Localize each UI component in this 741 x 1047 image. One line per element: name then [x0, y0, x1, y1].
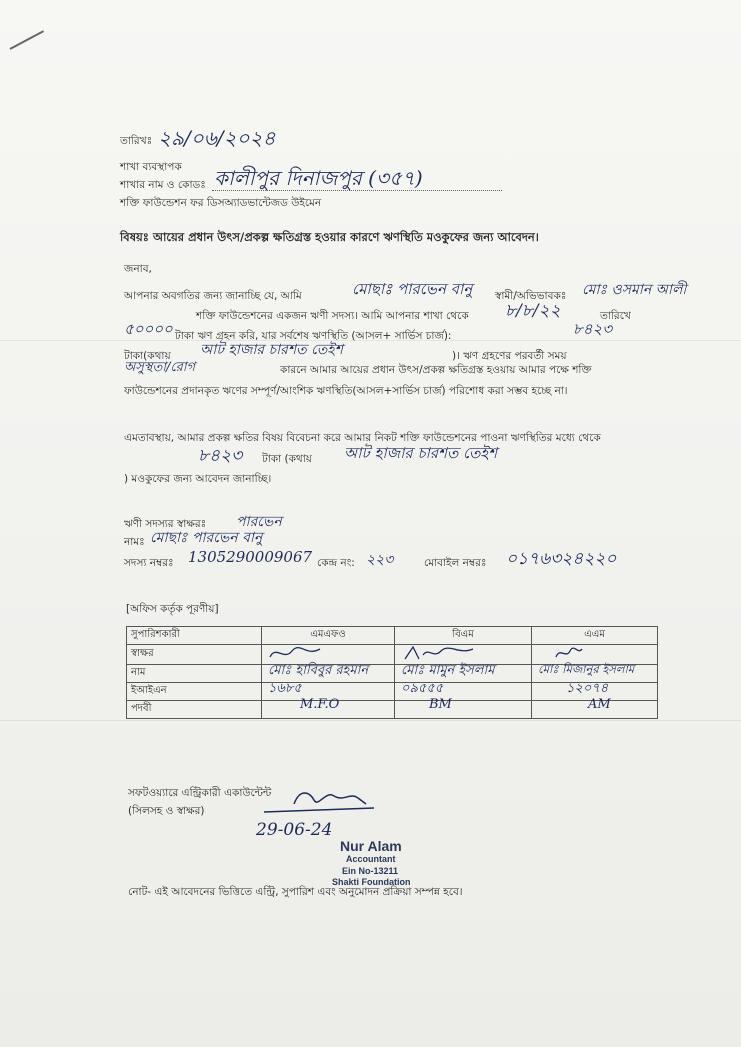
row-label: নাম	[127, 665, 262, 683]
stamp-title: Accountant	[346, 854, 396, 864]
am-signature	[536, 645, 596, 661]
table-header-cell: সুপারিশকারী	[127, 627, 262, 645]
branch-manager: শাখা ব্যবস্থাপক	[120, 161, 182, 173]
p2-amount: ৮৪২৩	[198, 446, 243, 466]
member-signature: পারভেন	[236, 514, 282, 530]
p1-text-a: আপনার অবগতির জন্য জানাচ্ছি যে, আমি	[124, 290, 302, 302]
salutation: জনাব,	[124, 263, 152, 275]
center-label: কেন্দ্র নং:	[317, 557, 355, 569]
mobile-label: মোবাইল নম্বরঃ	[424, 557, 487, 569]
mfo-signature	[266, 645, 326, 661]
table-header-cell: এমএফও	[262, 627, 395, 645]
mfo-title: M.F.O	[300, 697, 340, 712]
name-label: নামঃ	[124, 536, 145, 548]
p1-text-g: )। ঋণ গ্রহণের পরবর্তী সময়	[452, 350, 567, 362]
branch-value: কালীপুর দিনাজপুর (৩৫৭)	[214, 166, 423, 190]
stamp-name: Nur Alam	[340, 838, 402, 854]
bm-name: মোঃ মামুন ইসলাম	[401, 663, 495, 678]
p1-balance: ৮৪২৩	[573, 320, 612, 338]
p1-loan-date: ৮/৮/২২	[505, 301, 561, 321]
footer-note: নোট- এই আবেদনের ভিত্তিতে এন্ট্রি, সুপারিশ এবং অনুমোদন প্রক্রিয়া সম্পন্ন হবে।	[128, 886, 463, 898]
table-row	[127, 701, 658, 719]
office-label: [অফিস কর্তৃক পূরণীয়]	[126, 603, 219, 615]
mfo-name: মোঃ হাবিবুর রহমান	[268, 663, 369, 678]
date-value: ২৯/০৬/২০২৪	[158, 126, 276, 150]
table-cell	[532, 697, 658, 719]
mobile-value: ০১৭৬৩২৪২২০	[506, 549, 617, 569]
p2-text-b: টাকা (কথায়	[262, 453, 312, 465]
p2-text-a: এমতাবস্থায়, আমার প্রকল্প ক্ষতির বিষয় বিবেচনা করে আমার নিকট শক্তি ফাউন্ডেশনের পাওনা ঋণস্থিতির মধ্যে থেকে	[124, 432, 601, 444]
signature-date: 29-06-24	[256, 820, 333, 840]
bm-title: BM	[429, 697, 452, 712]
software-entry-label: সফটওয়্যারে এন্ট্রিকারী একাউন্টেন্ট	[128, 787, 272, 799]
row-label: ইআইএন	[127, 683, 262, 701]
name-value: মোছাঃ পারভেন বানু	[150, 530, 263, 546]
am-ein: ১২০৭৪	[566, 681, 609, 696]
am-name: মোঃ মিজানুর ইসলাম	[538, 662, 635, 676]
mfo-ein: ১৬৮৫	[268, 681, 302, 696]
pen-mark	[10, 30, 44, 50]
table-row	[127, 627, 658, 645]
paper-fold	[0, 720, 741, 721]
p1-text-c: শক্তি ফাউন্ডেশনের একজন ঋণী সদস্য। আমি আপনার শাখা থেকে	[196, 310, 469, 322]
member-sig-label: ঋণী সদস্যর স্বাক্ষরঃ	[124, 518, 207, 530]
center-value: ২২৩	[366, 552, 394, 568]
table-cell	[262, 697, 395, 719]
subject: বিষয়ঃ আয়ের প্রধান উৎস/প্রকল্প ক্ষতিগ্রস্ত হওয়ার কারণে ঋণস্থিতি মওকুফের জন্য আবেদন।	[120, 230, 539, 244]
office-table	[126, 626, 658, 719]
am-title: AM	[588, 697, 611, 712]
p1-guardian: মোঃ ওসমান আলী	[582, 282, 687, 298]
p1-loan-amount: ৫০০০০	[124, 320, 173, 338]
stamp-org: Shakti Foundation	[332, 877, 411, 887]
p2-words: আট হাজার চারশত তেইশ	[344, 444, 498, 462]
bm-signature	[399, 645, 479, 661]
p1-text-h: কারনে আমার আয়ের প্রধান উৎস/প্রকল্প ক্ষতিগ্রস্ত হওয়ায় আমার পক্ষে শক্তি ফাউন্ডেশনের প্রদানকৃত ঋণের সম্পূর্ণ/আংশিক ঋণস্থিতি(আসল+সার্ভিস চার্জ) পরিশোধ করা সম্ভব হচ্ছে না।	[124, 364, 592, 397]
p1-cause: অসুস্থতা/রোগ	[124, 360, 196, 375]
p1-text-b: স্বামী/অভিভাবকঃ	[495, 290, 567, 302]
stamp-ein: Ein No-13211	[342, 866, 399, 876]
p2-text-c: ) মওকুফের জন্য আবেদন জানাচ্ছি।	[124, 473, 272, 485]
table-cell	[395, 697, 532, 719]
member-no-label: সদস্য নম্বরঃ	[124, 557, 174, 569]
p1-balance-words: আট হাজার চারশত তেইশ	[200, 342, 343, 358]
table-row	[127, 683, 658, 701]
p1-text-d: তারিখে	[600, 310, 631, 322]
bm-ein: ০৯৫৫৫	[401, 681, 444, 696]
table-cell	[395, 683, 532, 701]
org-line: শক্তি ফাউন্ডেশন ফর ডিসঅ্যাডভান্টেজড উইমেন	[120, 197, 322, 209]
p1-member-name: মোছাঃ পারভেন বানু	[352, 280, 473, 298]
accountant-signature	[254, 782, 384, 822]
row-label: পদবী	[127, 701, 262, 719]
row-label: স্বাক্ষর	[127, 645, 262, 665]
table-header-cell: এএম	[532, 627, 658, 645]
date-label: তারিখঃ	[120, 135, 153, 147]
p1-text-f: টাকা(কথায়	[124, 350, 171, 362]
table-header-cell: বিএম	[395, 627, 532, 645]
p1-text-e: টাকা ঋণ গ্রহন করি, যার সর্বশেষ ঋণস্থিতি (আসল+ সার্ভিস চার্জ):	[175, 330, 452, 342]
software-entry-sub: (সিলসহ ও স্বাক্ষর)	[128, 805, 205, 817]
branch-label: শাখার নাম ও কোডঃ	[120, 179, 206, 191]
member-no-value: 1305290009067	[188, 548, 313, 566]
